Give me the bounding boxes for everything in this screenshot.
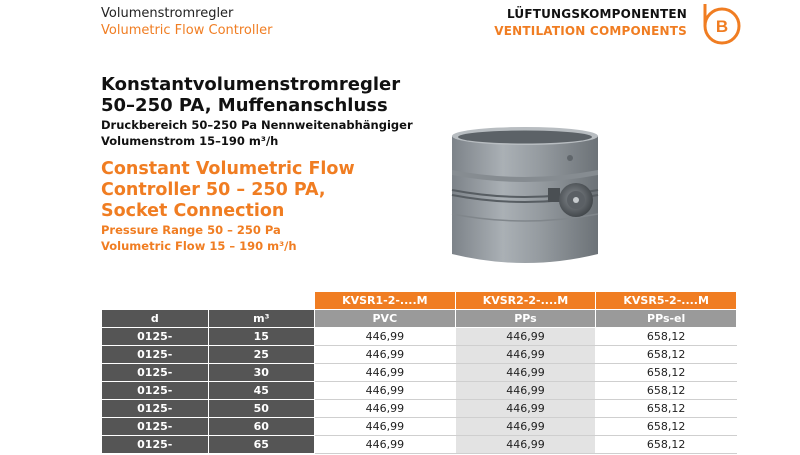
product-title-en-line2: Controller 50 – 250 PA, <box>101 180 326 200</box>
product-title-en <box>101 159 355 222</box>
material-header-pvc: PVC <box>315 310 456 328</box>
cell-price-pps: 446,99 <box>455 418 596 436</box>
table-row <box>102 346 737 364</box>
model-header-kvsr1: KVSR1-2-....M <box>315 292 456 310</box>
material-header-pps: PPs <box>455 310 596 328</box>
blank-cell <box>208 292 315 310</box>
product-subtitle-de-line2: Volumenstrom 15–190 m³/h <box>101 134 279 148</box>
table-row <box>102 436 737 454</box>
product-subtitle-en-line2: Volumetric Flow 15 – 190 m³/h <box>101 239 297 253</box>
flow-controller-product-image <box>440 122 610 272</box>
cell-price-pvc: 446,99 <box>315 418 456 436</box>
cell-price-pvc: 446,99 <box>315 436 456 454</box>
cell-price-pps: 446,99 <box>455 436 596 454</box>
column-header-m3: m³ <box>208 310 315 328</box>
cell-price-pps-el: 658,12 <box>596 400 737 418</box>
cell-price-pps-el: 658,12 <box>596 364 737 382</box>
table-row <box>102 400 737 418</box>
material-header-row <box>102 310 737 328</box>
cell-price-pvc: 446,99 <box>315 328 456 346</box>
brand-logo-icon <box>698 2 742 46</box>
cell-d: 0125- <box>102 328 209 346</box>
cell-m3: 60 <box>208 418 315 436</box>
product-title-de-line2: 50–250 PA, Muffenanschluss <box>101 95 388 116</box>
cell-d: 0125- <box>102 382 209 400</box>
logo-letter: B <box>715 17 729 36</box>
price-table <box>101 291 737 454</box>
cell-d: 0125- <box>102 364 209 382</box>
model-header-kvsr2: KVSR2-2-....M <box>455 292 596 310</box>
header-title-de: Volumenstromregler <box>101 6 234 21</box>
cell-d: 0125- <box>102 400 209 418</box>
product-subtitle-en <box>101 222 297 254</box>
cell-m3: 50 <box>208 400 315 418</box>
cell-price-pps: 446,99 <box>455 328 596 346</box>
cell-price-pvc: 446,99 <box>315 400 456 418</box>
model-header-row <box>102 292 737 310</box>
cell-price-pvc: 446,99 <box>315 364 456 382</box>
product-subtitle-en-line1: Pressure Range 50 – 250 Pa <box>101 223 281 237</box>
cell-price-pps-el: 658,12 <box>596 382 737 400</box>
product-title-de <box>101 74 400 116</box>
model-header-kvsr5: KVSR5-2-....M <box>596 292 737 310</box>
header-title-en: Volumetric Flow Controller <box>101 23 273 38</box>
cell-price-pps: 446,99 <box>455 346 596 364</box>
cell-m3: 25 <box>208 346 315 364</box>
cell-m3: 30 <box>208 364 315 382</box>
cell-d: 0125- <box>102 418 209 436</box>
cell-price-pps-el: 658,12 <box>596 328 737 346</box>
product-title-de-line1: Konstantvolumenstromregler <box>101 74 401 95</box>
cell-price-pvc: 446,99 <box>315 346 456 364</box>
cell-price-pps: 446,99 <box>455 400 596 418</box>
product-subtitle-de-line1: Druckbereich 50–250 Pa Nennweitenabhängiger <box>101 118 413 132</box>
cell-m3: 45 <box>208 382 315 400</box>
column-header-d: d <box>102 310 209 328</box>
cell-price-pps-el: 658,12 <box>596 418 737 436</box>
blank-cell <box>102 292 209 310</box>
brand-label-de: LÜFTUNGSKOMPONENTEN <box>506 7 687 21</box>
cell-price-pps: 446,99 <box>455 382 596 400</box>
table-row <box>102 328 737 346</box>
cell-price-pps-el: 658,12 <box>596 436 737 454</box>
material-header-pps-el: PPs-el <box>596 310 737 328</box>
product-title-en-line3: Socket Connection <box>101 201 285 221</box>
table-row <box>102 418 737 436</box>
cell-m3: 15 <box>208 328 315 346</box>
product-subtitle-de <box>101 117 413 149</box>
cell-price-pps-el: 658,12 <box>596 346 737 364</box>
brand-label-en: VENTILATION COMPONENTS <box>494 24 687 38</box>
cell-price-pvc: 446,99 <box>315 382 456 400</box>
cell-d: 0125- <box>102 436 209 454</box>
cell-price-pps: 446,99 <box>455 364 596 382</box>
cell-m3: 65 <box>208 436 315 454</box>
table-row <box>102 364 737 382</box>
cell-d: 0125- <box>102 346 209 364</box>
product-title-en-line1: Constant Volumetric Flow <box>101 159 355 179</box>
table-row <box>102 382 737 400</box>
